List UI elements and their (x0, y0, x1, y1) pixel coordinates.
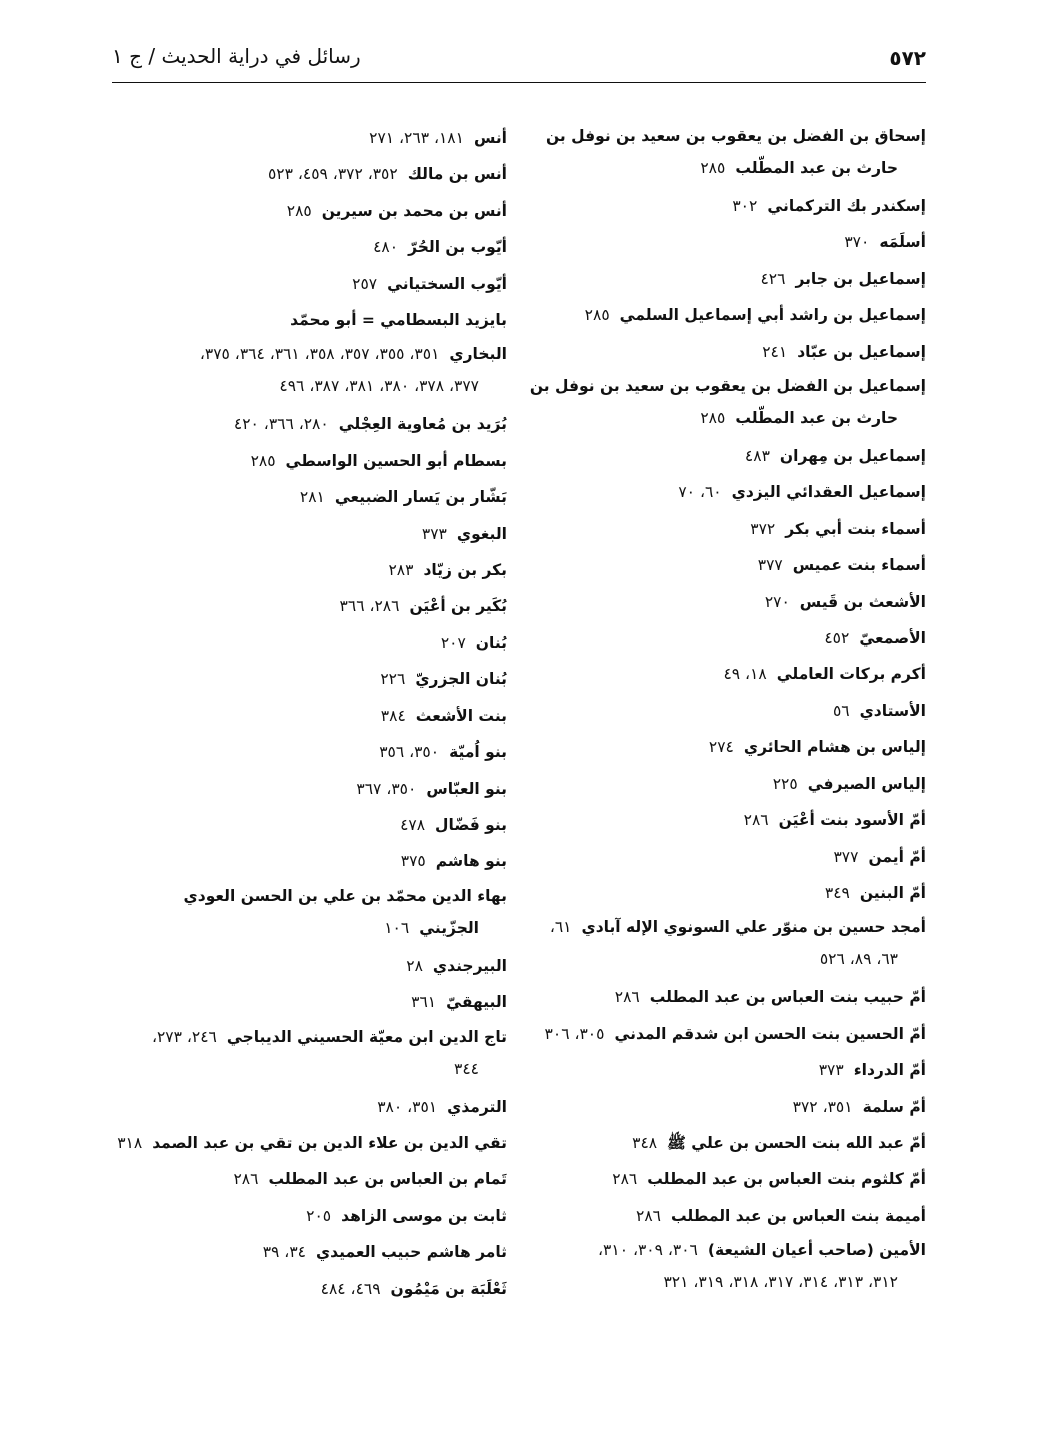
index-entry (526, 1198, 926, 1234)
entry-name: أكرم بركات العاملي (776, 665, 926, 684)
index-entry (112, 516, 507, 552)
entry-pages: ٣٥٠، ٣٦٧ (356, 779, 417, 798)
entry-name: أسماء بنت أبي بكر (785, 519, 926, 538)
entry-pages: ٢٨٦، ٣٦٦ (339, 597, 400, 616)
index-entry (112, 1089, 507, 1125)
entry-pages: ٤٧٨ (400, 815, 426, 834)
entry-pages: ٢٨٠، ٣٦٦، ٤٢٠ (233, 415, 329, 434)
entry-name: أميمة بنت العباس بن عبد المطلب (671, 1206, 926, 1225)
entry-name: أيّوب بن الحُرّ (408, 238, 507, 257)
entry-continuation (526, 1266, 926, 1298)
entry-continuation (112, 1053, 507, 1085)
running-title: رسائل في دراية الحديث / ج ١ (112, 44, 361, 68)
index-entry (112, 698, 507, 734)
entry-pages: ٣٧٣ (818, 1061, 844, 1080)
entry-name: إسماعيل بن راشد أبي إسماعيل السلمي (619, 306, 926, 325)
index-entry (526, 979, 926, 1015)
entry-name: أمّ الأسود بنت أعْيَن (778, 811, 926, 830)
entry-name: تَمام بن العباس بن عبد المطلب (268, 1170, 507, 1189)
entry-pages: ٥٦ (832, 701, 850, 720)
entry-name: بُنان الجزريّ (415, 670, 507, 689)
index-entry (112, 266, 507, 302)
entry-pages: ٢٨٥ (250, 451, 276, 470)
index-entry (112, 984, 507, 1020)
entry-name: أمّ سلمة (862, 1097, 926, 1116)
entry-name: البيرجندي (432, 956, 507, 975)
index-entry (112, 948, 507, 984)
entry-pages: ٢٨٦ (614, 988, 640, 1007)
entry-name: أمّ الدرداء (853, 1061, 926, 1080)
entry-pages: ٢٨٦ (636, 1206, 662, 1225)
index-entry (112, 338, 507, 402)
index-entry (526, 188, 926, 224)
index-entry (112, 406, 507, 442)
entry-pages: ٢٤١ (762, 342, 788, 361)
entry-pages: ٤٨٣ (744, 447, 770, 466)
entry-name: أسلَمَه (879, 233, 926, 252)
index-entry (526, 474, 926, 510)
entry-pages: ٣٥١، ٣٧٢ (792, 1097, 853, 1116)
index-entry (526, 839, 926, 875)
continuation-pages: ١٠٦ (384, 918, 410, 937)
entry-pages: ٣٠٥، ٣٠٦ (544, 1024, 605, 1043)
index-entry (526, 1052, 926, 1088)
index-entry (112, 120, 507, 156)
index-entry (112, 479, 507, 515)
index-entry (112, 193, 507, 229)
index-column-left (112, 120, 507, 1307)
entry-name: الترمذي (447, 1097, 507, 1116)
entry-pages: ٢٨٥ (584, 306, 610, 325)
entry-pages: ٦١، (549, 918, 572, 937)
entry-continuation (112, 370, 507, 402)
entry-pages: ٣٧٧ (757, 556, 783, 575)
index-entry (526, 584, 926, 620)
entry-pages: ٤٨٠ (373, 238, 399, 257)
continuation-pages: ٢٨٥ (700, 159, 726, 177)
entry-name: إسماعيل بن الفضل بن يعقوب بن سعيد بن نوفل بن (529, 377, 926, 396)
entry-continuation (112, 912, 507, 944)
entry-name: أمّ حبيب بنت العباس بن عبد المطلب (649, 988, 926, 1007)
index-entry (112, 1161, 507, 1197)
entry-pages: ٣٧٢ (750, 519, 776, 538)
index-entry (112, 1271, 507, 1307)
entry-name: أنس بن مالك (407, 165, 507, 184)
entry-name: بنو فَضّال (435, 815, 507, 834)
index-entry (526, 1089, 926, 1125)
index-entry (112, 771, 507, 807)
continuation-name: الجزّيني (419, 918, 479, 937)
entry-name: إسماعيل العقدائي اليزدي (731, 483, 926, 502)
entry-pages: ٢٤٦، ٢٧٣، (151, 1027, 217, 1046)
entry-name: بنو اُميّة (449, 743, 507, 762)
index-entry (526, 120, 926, 184)
entry-pages: ٣٥٢، ٣٧٢، ٤٥٩، ٥٢٣ (267, 165, 398, 184)
index-column-right (526, 120, 926, 1302)
entry-pages: ٢٧٤ (708, 738, 734, 757)
entry-name: أمجد حسين بن منوّر علي السونوي الإله آبادي (581, 918, 926, 937)
entry-pages: ٢٨٦ (612, 1170, 638, 1189)
entry-name: أمّ أيمن (868, 847, 926, 866)
index-entry (112, 229, 507, 265)
index-entry (526, 729, 926, 765)
continuation-pages: ٣١٢، ٣١٣، ٣١٤، ٣١٧، ٣١٨، ٣١٩، ٣٢١ (663, 1273, 898, 1292)
entry-name: أسماء بنت عميس (792, 556, 926, 575)
entry-name: بُنان (475, 633, 507, 652)
index-entry (526, 1234, 926, 1298)
entry-name: الأمين (صاحب أعيان الشيعة) (707, 1241, 926, 1260)
index-entry (526, 1161, 926, 1197)
entry-name: بنو هاشم (435, 852, 507, 871)
entry-name: بكر بن زيّاد (423, 561, 507, 580)
continuation-name: حارث بن عبد المطّلب (735, 159, 898, 177)
entry-pages: ٢٨١ (299, 488, 325, 507)
entry-name: أمّ الحسين بنت الحسن ابن شدقم المدني (614, 1024, 926, 1043)
entry-pages: ٦٠، ٧٠ (678, 483, 722, 502)
index-entry (112, 734, 507, 770)
index-entry (526, 656, 926, 692)
entry-pages: ٣٧٧ (833, 847, 859, 866)
entry-continuation (526, 402, 926, 434)
entry-name: الأصمعيّ (859, 629, 926, 648)
page-number: ٥٧٢ (889, 46, 926, 70)
entry-name: الأستادي (859, 701, 926, 720)
entry-name: بسطام أبو الحسين الواسطي (285, 451, 507, 470)
index-entry (526, 766, 926, 802)
entry-name: أيّوب السختياني (387, 274, 507, 293)
entry-pages: ١٨، ٤٩ (723, 665, 767, 684)
entry-pages: ٣٠٢ (732, 197, 758, 215)
entry-pages: ٣١٨ (117, 1133, 143, 1152)
entry-name: بنو العبّاس (426, 779, 507, 798)
index-entry (526, 802, 926, 838)
index-entry (112, 661, 507, 697)
entry-pages: ٣٥١، ٣٥٥، ٣٥٧، ٣٥٨، ٣٦١، ٣٦٤، ٣٧٥، (199, 345, 440, 364)
entry-pages: ٣٥٠، ٣٥٦ (379, 743, 440, 762)
entry-pages: ٣٠٦، ٣٠٩، ٣١٠، (598, 1241, 698, 1260)
index-entry (112, 552, 507, 588)
entry-continuation (526, 152, 926, 184)
index-entry (112, 1198, 507, 1234)
entry-pages: ٣٦١ (411, 993, 437, 1012)
entry-name: بنت الأشعث (415, 706, 507, 725)
entry-pages: ٤٢٦ (760, 269, 786, 288)
page-header (112, 32, 926, 83)
entry-name: إلياس الصيرفي (807, 774, 926, 793)
index-entry (112, 880, 507, 944)
index-entry (526, 1125, 926, 1161)
entry-pages: ٣٧٠ (844, 233, 870, 252)
index-entry (526, 1016, 926, 1052)
index-entry (526, 547, 926, 583)
index-entry (112, 588, 507, 624)
entry-name: تاج الدين ابن معيّة الحسيني الديباجي (226, 1027, 507, 1046)
entry-pages: ١٨١، ٢٦٣، ٢٧١ (369, 129, 464, 147)
entry-name: إسماعيل بن عبّاد (797, 342, 926, 361)
continuation-pages: ٢٨٥ (700, 409, 726, 428)
index-entry (526, 693, 926, 729)
entry-continuation (526, 943, 926, 975)
entry-name: ثامر هاشم حبيب العميدي (315, 1243, 507, 1262)
index-entry (526, 620, 926, 656)
index-entry (112, 302, 507, 338)
index-entry (112, 1234, 507, 1270)
entry-name: بَشّار بن يَسار الضبيعي (334, 488, 507, 507)
index-entry (112, 807, 507, 843)
entry-pages: ٣٤٨ (632, 1133, 658, 1152)
index-entry (112, 156, 507, 192)
index-entry (112, 1125, 507, 1161)
index-entry (526, 511, 926, 547)
entry-pages: ٢٨٣ (388, 561, 414, 580)
entry-name: إسماعيل بن جابر (795, 269, 926, 288)
entry-pages: ٤٥٢ (824, 629, 850, 648)
entry-name: بُكَير بن أعْيَن (409, 597, 507, 616)
index-entry (526, 224, 926, 260)
entry-pages: ٢٨٥ (286, 201, 312, 220)
entry-pages: ٢٢٥ (772, 774, 798, 793)
index-entry (526, 261, 926, 297)
index-entry (526, 334, 926, 370)
entry-pages: ٢٢٦ (380, 670, 406, 689)
entry-pages: ٢٠٧ (440, 633, 466, 652)
index-entry (526, 438, 926, 474)
entry-name: البخاري (449, 345, 507, 364)
entry-name: تقي الدين بن علاء الدين بن تقي بن عبد الصمد (152, 1133, 507, 1152)
entry-name: أنس بن محمد بن سيرين (321, 201, 507, 220)
continuation-pages: ٣٧٧، ٣٧٨، ٣٨٠، ٣٨١، ٣٨٧، ٤٩٦ (279, 377, 479, 396)
index-entry (526, 370, 926, 434)
entry-name: إسكندر بك التركماني (767, 197, 926, 215)
entry-name: إسماعيل بن مِهران (779, 447, 926, 466)
entry-pages: ٢٥٧ (352, 274, 378, 293)
entry-pages: ٢٨٦ (233, 1170, 259, 1189)
continuation-name: حارث بن عبد المطّلب (735, 409, 898, 428)
entry-name: إلياس بن هشام الحائري (743, 738, 926, 757)
continuation-pages: ٣٤٤ (454, 1059, 479, 1078)
entry-pages: ٢٨ (406, 956, 423, 975)
entry-name: أنس (473, 129, 507, 147)
index-entry (112, 843, 507, 879)
entry-name: بايزيد البسطامي = أبو محمّد (290, 311, 507, 330)
index-entry (526, 911, 926, 975)
index-entry (112, 443, 507, 479)
entry-name: ثَعْلَبَة بن مَيْمُون (390, 1279, 507, 1298)
entry-pages: ٢٧٠ (764, 592, 790, 611)
entry-name: أمّ كلثوم بنت العباس بن عبد المطلب (647, 1170, 926, 1189)
entry-name: البيهقيّ (446, 993, 507, 1012)
entry-name: البغوي (456, 524, 507, 543)
entry-name: إسحاق بن الفضل بن يعقوب بن سعيد بن نوفل بن (545, 127, 926, 145)
entry-pages: ٣٤٩ (824, 883, 850, 902)
entry-pages: ٣٥١، ٣٨٠ (377, 1097, 438, 1116)
entry-pages: ٣٨٤ (380, 706, 406, 725)
index-entry (112, 625, 507, 661)
index-entry (526, 875, 926, 911)
entry-pages: ٢٨٦ (743, 811, 769, 830)
entry-name: بُرَيد بن مُعاوية العِجْلي (338, 415, 507, 434)
entry-pages: ٣٧٣ (421, 524, 447, 543)
entry-pages: ٣٤، ٣٩ (262, 1243, 306, 1262)
entry-pages: ٢٠٥ (306, 1206, 332, 1225)
index-entry (526, 297, 926, 333)
entry-name: أمّ عبد الله بنت الحسن بن علي ﷺ (667, 1133, 926, 1152)
entry-name: الأشعث بن قَيس (799, 592, 926, 611)
entry-name: أمّ البنين (859, 883, 926, 902)
entry-pages: ٤٦٩، ٤٨٤ (320, 1279, 381, 1298)
entry-name: بهاء الدين محمّد بن علي بن الحسن العودي (183, 886, 507, 905)
entry-pages: ٣٧٥ (400, 852, 426, 871)
entry-name: ثابت بن موسى الزاهد (341, 1206, 507, 1225)
index-entry (112, 1021, 507, 1085)
continuation-pages: ٦٣، ٨٩، ٥٢٦ (819, 950, 898, 969)
